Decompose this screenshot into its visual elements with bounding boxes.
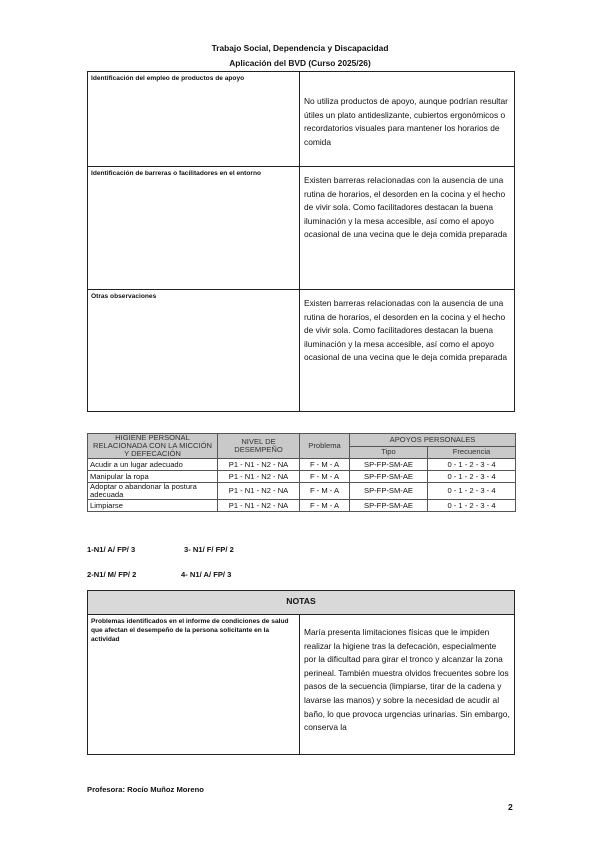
level-cell: P1 - N1 - N2 - NA: [218, 459, 300, 471]
page-number: 2: [508, 802, 513, 812]
table-row: [88, 459, 516, 471]
assessment-text: No utiliza productos de apoyo, aunque podrían resultar útiles un plato antideslizante, cubiertos ergonómicos o recordatorios visuales para mantener los horarios de comida: [304, 96, 508, 147]
table-row: [88, 483, 516, 500]
assessment-value: [300, 72, 515, 167]
notes-value: [300, 615, 515, 755]
assessment-label: Identificación de barreras o facilitadores en el entorno: [88, 167, 300, 290]
code-1: 1-N1/ A/ FP/ 3: [87, 545, 136, 554]
document-title: Trabajo Social, Dependencia y Discapacidad: [211, 43, 389, 53]
document-subtitle: Aplicación del BVD (Curso 2025/26): [229, 58, 371, 68]
assessment-value: [300, 290, 515, 412]
level-cell: P1 - N1 - N2 - NA: [218, 500, 300, 512]
code-3: 3- N1/ F/ FP/ 2: [184, 545, 234, 554]
assessment-value: [300, 167, 515, 290]
assessment-row: [88, 290, 515, 412]
assessment-row: [88, 72, 515, 167]
level-cell: P1 - N1 - N2 - NA: [218, 483, 300, 500]
problem-cell: F - M - A: [300, 459, 350, 471]
notes-title: NOTAS: [88, 591, 515, 615]
assessment-label: Otras observaciones: [88, 290, 300, 412]
assessment-table: [87, 71, 515, 412]
frequency-cell: 0 - 1 - 2 - 3 - 4: [428, 459, 516, 471]
table-row: [88, 471, 516, 483]
notes-text: María presenta limitaciones físicas que le impiden realizar la higiene tras la defecación, especialmente por la dificultad para girar el tronco y alcanzar la zona perineal. También muestra olvidos frecuentes sobre los pasos de la secuencia (limpiarse, tirar de la cadena y lavarse las manos) y sobre la necesidad de acudir al baño, lo que provoca urgencias urinarias. Sin embargo, conserva la: [304, 627, 510, 733]
problem-cell: F - M - A: [300, 500, 350, 512]
notes-table: [87, 590, 515, 755]
col-type-header: Tipo: [350, 446, 428, 459]
col-level-header: NIVEL DE DESEMPEÑO: [218, 434, 300, 459]
frequency-cell: 0 - 1 - 2 - 3 - 4: [428, 500, 516, 512]
type-cell: SP-FP-SM-AE: [350, 459, 428, 471]
assessment-row: [88, 167, 515, 290]
frequency-cell: 0 - 1 - 2 - 3 - 4: [428, 471, 516, 483]
activity-cell: Manipular la ropa: [88, 471, 218, 483]
notes-row: [88, 615, 515, 755]
col-problem-header: Problema: [300, 434, 350, 459]
code-4: 4- N1/ A/ FP/ 3: [181, 570, 232, 579]
type-cell: SP-FP-SM-AE: [350, 483, 428, 500]
assessment-text: Existen barreras relacionadas con la ausencia de una rutina de horarios, el desorden en la cocina y el hecho de vivir sola. Como facilitadores destacan la buena iluminación y la mesa accesible, así como el apoyo ocasional de una vecina que le deja comida preparada: [304, 298, 508, 363]
type-cell: SP-FP-SM-AE: [350, 471, 428, 483]
problem-cell: F - M - A: [300, 471, 350, 483]
activity-cell: Limpiarse: [88, 500, 218, 512]
col-supports-header: APOYOS PERSONALES: [350, 434, 516, 447]
notes-label: Problemas identificados en el informe de condiciones de salud que afectan el desempeño de la persona solicitante en la actividad: [88, 615, 300, 755]
type-cell: SP-FP-SM-AE: [350, 500, 428, 512]
table-row: [88, 500, 516, 512]
assessment-label: Identificación del empleo de productos de apoyo: [88, 72, 300, 167]
professor-name: Profesora: Rocío Muñoz Moreno: [87, 785, 204, 794]
activity-cell: Adoptar o abandonar la postura adecuada: [88, 483, 218, 500]
frequency-cell: 0 - 1 - 2 - 3 - 4: [428, 483, 516, 500]
hygiene-table: [87, 433, 516, 512]
activity-cell: Acudir a un lugar adecuado: [88, 459, 218, 471]
problem-cell: F - M - A: [300, 483, 350, 500]
assessment-text: Existen barreras relacionadas con la ausencia de una rutina de horarios, el desorden en la cocina y el hecho de vivir sola. Como facilitadores destacan la buena iluminación y la mesa accesible, así como el apoyo ocasional de una vecina que le deja comida preparada: [304, 175, 508, 240]
level-cell: P1 - N1 - N2 - NA: [218, 471, 300, 483]
col-frequency-header: Frecuencia: [428, 446, 516, 459]
code-2: 2-N1/ M/ FP/ 2: [87, 570, 137, 579]
col-activity-header: HIGIENE PERSONAL RELACIONADA CON LA MICCIÓN Y DEFECACIÓN: [88, 434, 218, 459]
